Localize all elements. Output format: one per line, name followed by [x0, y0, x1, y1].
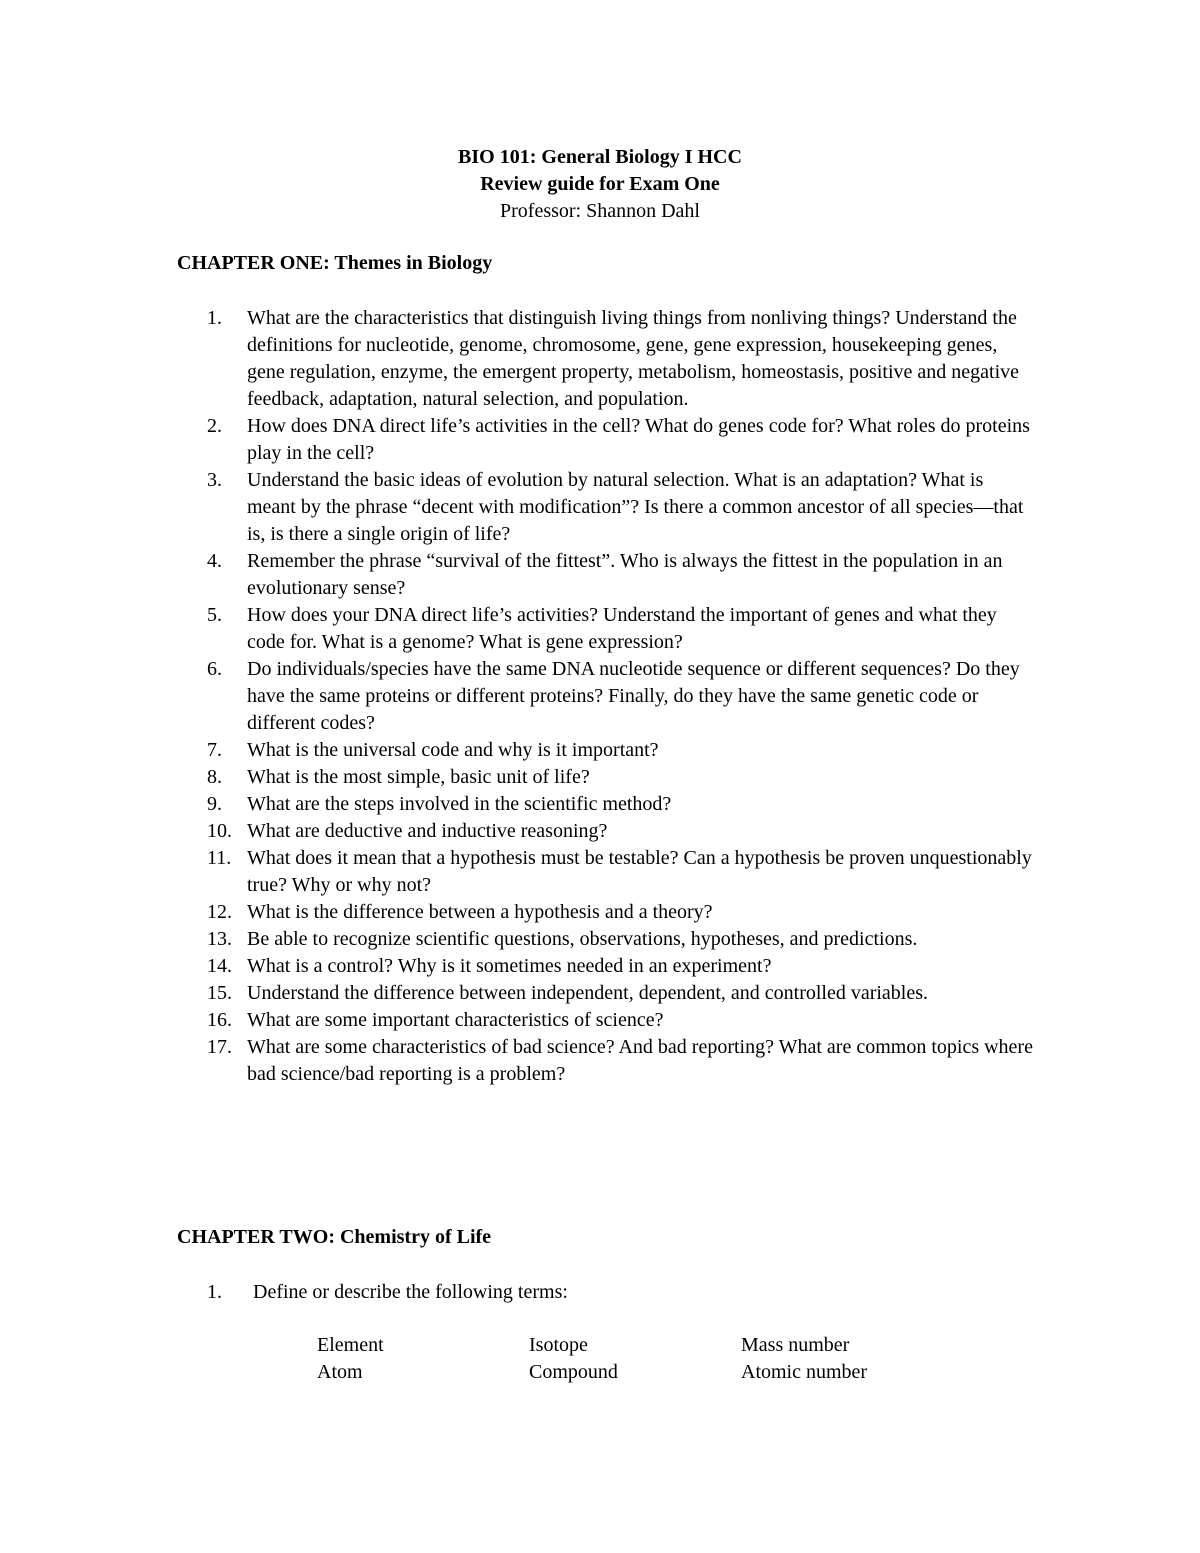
question-text: Do individuals/species have the same DNA nucleotide sequence or different sequences? Do they have the same proteins or different proteins? Finally, do they have the same genetic code or different codes? [247, 658, 1020, 734]
question-item [207, 1007, 1037, 1034]
chapter-one-heading: CHAPTER ONE: Themes in Biology [177, 252, 493, 274]
question-text: Define or describe the following terms: [253, 1281, 568, 1303]
term-item: Atomic number [741, 1361, 868, 1383]
guide-subtitle: Review guide for Exam One [480, 173, 720, 195]
question-text: What is a control? Why is it sometimes needed in an experiment? [247, 955, 772, 977]
question-number: 12. [207, 901, 232, 923]
question-item [207, 737, 1037, 764]
question-item [207, 467, 1037, 548]
question-number: 3. [207, 469, 222, 491]
question-item [207, 413, 1037, 467]
question-text: Be able to recognize scientific questions, observations, hypotheses, and predictions. [247, 928, 918, 950]
course-title: BIO 101: General Biology I HCC [458, 146, 742, 168]
question-text: What is the universal code and why is it important? [247, 739, 659, 761]
question-number: 15. [207, 982, 232, 1004]
question-text: What is the difference between a hypothesis and a theory? [247, 901, 713, 923]
document-header [0, 144, 1200, 225]
term-item: Mass number [741, 1334, 850, 1356]
term-item: Element [317, 1334, 384, 1356]
question-number: 8. [207, 766, 222, 788]
chapter-one-question-list [207, 305, 1037, 1088]
question-number: 1. [207, 307, 222, 329]
question-text: Understand the difference between independent, dependent, and controlled variables. [247, 982, 929, 1004]
question-text: Remember the phrase “survival of the fittest”. Who is always the fittest in the population in an evolutionary sense? [247, 550, 1003, 599]
question-number: 6. [207, 658, 222, 680]
question-text: What are the characteristics that distinguish living things from nonliving things? Understand the definitions for nucleotide, genome, chromosome, gene, gene expression, housekeeping genes, gene regulation, enzyme, the emergent property, metabolism, homeostasis, positive and negative feedback, adaptation, natural selection, and population. [247, 307, 1020, 410]
term-item: Compound [529, 1361, 618, 1383]
question-item [207, 818, 1037, 845]
question-text: What are deductive and inductive reasoning? [247, 820, 608, 842]
chapter-two-question-item [207, 1279, 568, 1306]
question-number: 4. [207, 550, 222, 572]
question-text: How does your DNA direct life’s activities? Understand the important of genes and what they code for. What is a genome? What is gene expression? [247, 604, 997, 653]
question-item [207, 926, 1037, 953]
question-number: 14. [207, 955, 232, 977]
question-number: 2. [207, 415, 222, 437]
question-item [207, 602, 1037, 656]
question-text: What is the most simple, basic unit of life? [247, 766, 590, 788]
question-number: 16. [207, 1009, 232, 1031]
question-number: 17. [207, 1036, 232, 1058]
question-text: How does DNA direct life’s activities in the cell? What do genes code for? What roles do proteins play in the cell? [247, 415, 1030, 464]
question-number: 11. [207, 847, 232, 869]
question-text: What are some important characteristics of science? [247, 1009, 664, 1031]
question-item [207, 656, 1037, 737]
question-text: Understand the basic ideas of evolution by natural selection. What is an adaptation? What is meant by the phrase “decent with modification”? Is there a common ancestor of all species—that is, is there a single origin of life? [247, 469, 1024, 545]
question-number: 5. [207, 604, 222, 626]
question-item [207, 764, 1037, 791]
question-text: What are some characteristics of bad science? And bad reporting? What are common topics where bad science/bad reporting is a problem? [247, 1036, 1033, 1085]
professor-name: Professor: Shannon Dahl [500, 200, 700, 222]
question-text: What are the steps involved in the scientific method? [247, 793, 672, 815]
question-item [207, 845, 1037, 899]
chapter-two-heading: CHAPTER TWO: Chemistry of Life [177, 1226, 492, 1248]
question-item [207, 305, 1037, 413]
question-text: What does it mean that a hypothesis must be testable? Can a hypothesis be proven unquestionably true? Why or why not? [247, 847, 1032, 896]
question-item [207, 899, 1037, 926]
question-item [207, 791, 1037, 818]
question-item [207, 980, 1037, 1007]
question-item [207, 953, 1037, 980]
question-number: 9. [207, 793, 222, 815]
term-item: Isotope [529, 1334, 588, 1356]
term-item: Atom [317, 1361, 363, 1383]
question-item [207, 1034, 1037, 1088]
terms-grid [317, 1332, 953, 1386]
question-number: 10. [207, 820, 232, 842]
question-item [207, 548, 1037, 602]
question-number: 13. [207, 928, 232, 950]
question-number: 1. [207, 1281, 222, 1303]
question-number: 7. [207, 739, 222, 761]
